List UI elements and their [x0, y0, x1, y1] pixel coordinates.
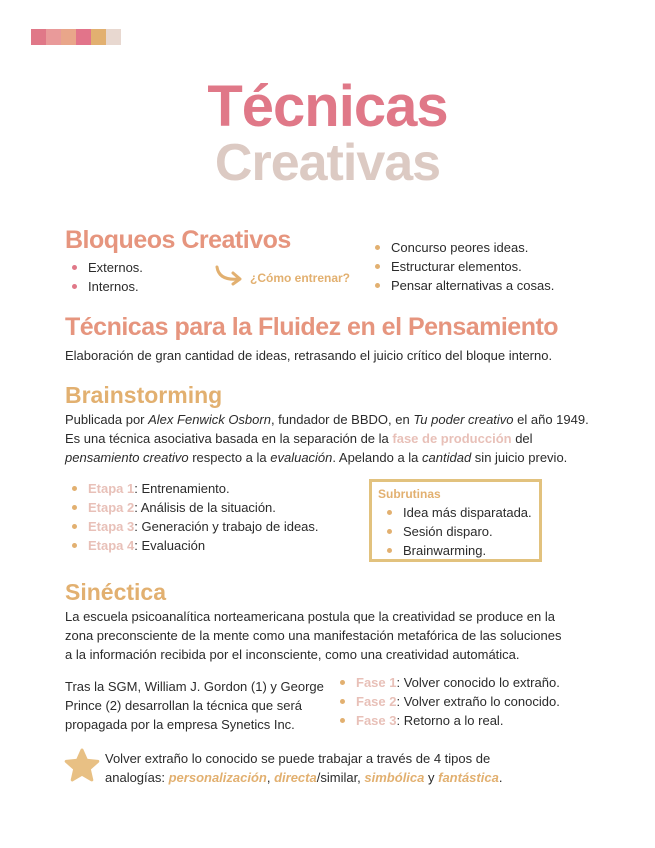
analogy-directa: directa — [274, 770, 317, 785]
list-item: Fase 1: Volver conocido lo extraño. — [334, 673, 560, 692]
subrutinas-heading: Subrutinas — [378, 487, 441, 501]
list-item: Concurso peores ideas. — [369, 238, 554, 257]
sinectica-history — [65, 677, 345, 734]
list-item: Etapa 2: Análisis de la situación. — [66, 498, 319, 517]
analogy-simbolica: simbólica — [364, 770, 425, 785]
swatch — [76, 29, 91, 45]
text-line: Publicada por Alex Fenwick Osborn, fundador de BBDO, en Tu poder creativo el año 1949. — [65, 412, 589, 427]
text-line: La escuela psicoanalítica norteamericana postula que la creatividad se produce en la — [65, 609, 555, 624]
list-item: Pensar alternativas a cosas. — [369, 276, 554, 295]
page-title-line2: Creativas — [214, 134, 441, 192]
list-item: Sesión disparo. — [381, 522, 532, 541]
subrutinas-box — [369, 479, 542, 562]
training-list — [369, 238, 554, 295]
swatch — [91, 29, 106, 45]
list-item: Etapa 3: Generación y trabajo de ideas. — [66, 517, 319, 536]
list-item: Externos. — [66, 258, 143, 277]
fluidez-heading: Técnicas para la Fluidez en el Pensamiento — [65, 313, 559, 341]
subrutinas-list — [381, 503, 532, 560]
swatch — [61, 29, 76, 45]
text-line: zona preconsciente de la mente como una manifestación metafórica de las soluciones — [65, 628, 562, 643]
text-line: a la información recibida por el inconsciente, como una creatividad automática. — [65, 647, 520, 662]
color-swatches — [31, 29, 121, 45]
star-icon — [64, 748, 100, 782]
list-item: Etapa 1: Entrenamiento. — [66, 479, 319, 498]
brainstorming-heading: Brainstorming — [65, 382, 223, 408]
text-line: Tras la SGM, William J. Gordon (1) y George — [65, 679, 324, 694]
text-line: Prince (2) desarrollan la técnica que será — [65, 698, 303, 713]
text-line: Es una técnica asociativa basada en la separación de la fase de producción del — [65, 431, 533, 446]
list-item: Etapa 4: Evaluación — [66, 536, 319, 555]
list-item: Internos. — [66, 277, 143, 296]
bloqueos-list — [66, 258, 143, 296]
list-item: Fase 2: Volver extraño lo conocido. — [334, 692, 560, 711]
analogy-personalizacion: personalización — [168, 770, 267, 785]
bloqueos-heading: Bloqueos Creativos — [65, 226, 291, 254]
highlight-phase: fase de producción — [392, 431, 512, 446]
analogias-note — [105, 749, 625, 787]
list-item: Idea más disparatada. — [381, 503, 532, 522]
curved-arrow-icon — [213, 263, 247, 287]
list-item: Estructurar elementos. — [369, 257, 554, 276]
text-line: propagada por la empresa Synetics Inc. — [65, 717, 295, 732]
sinectica-heading: Sinéctica — [65, 579, 166, 605]
book-title: Tu poder creativo — [413, 412, 514, 427]
list-item: Brainwarming. — [381, 541, 532, 560]
swatch — [106, 29, 121, 45]
como-entrenar-label: ¿Cómo entrenar? — [250, 271, 351, 285]
stages-list — [66, 479, 319, 555]
swatch — [31, 29, 46, 45]
phases-list — [334, 673, 560, 730]
brainstorming-text — [65, 410, 625, 467]
fluidez-description: Elaboración de gran cantidad de ideas, retrasando el juicio crítico del bloque interno. — [65, 348, 553, 363]
text-line: Volver extraño lo conocido se puede trabajar a través de 4 tipos de — [105, 751, 491, 766]
page-title-line1: Técnicas — [207, 74, 448, 139]
list-item: Fase 3: Retorno a lo real. — [334, 711, 560, 730]
swatch — [46, 29, 61, 45]
sinectica-text — [65, 607, 625, 664]
analogy-fantastica: fantástica — [438, 770, 499, 785]
text-line: analogías: personalización, directa/similar, simbólica y fantástica. — [105, 770, 503, 785]
author-name: Alex Fenwick Osborn — [148, 412, 271, 427]
text-line: pensamiento creativo respecto a la evaluación. Apelando a la cantidad sin juicio previo. — [65, 450, 568, 465]
